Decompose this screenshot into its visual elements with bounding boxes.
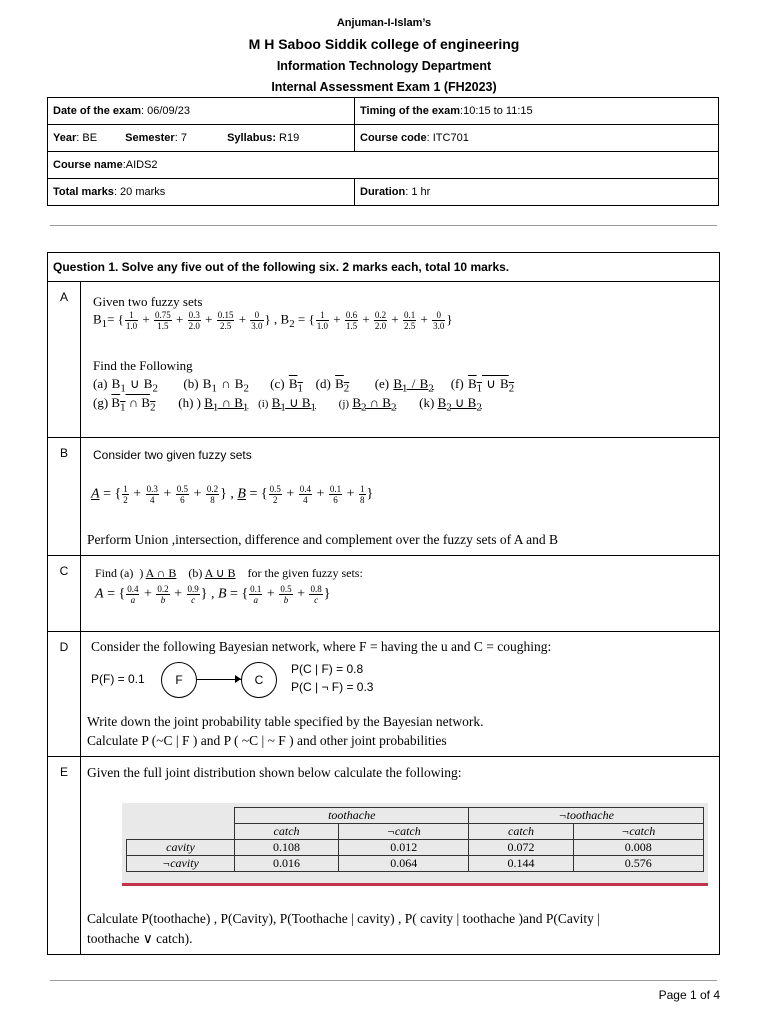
jd-col-header: catch xyxy=(469,824,573,840)
org-name: Anjuman-I-Islam’s xyxy=(336,17,432,29)
exam-date-cell: Date of the exam: 06/09/23 xyxy=(48,98,355,125)
label-c: C xyxy=(48,556,81,632)
qa-find: Find the Following xyxy=(93,358,193,373)
bayes-node-f: F xyxy=(161,662,197,698)
duration-cell: Duration: 1 hr xyxy=(355,179,719,206)
qb-intro: Consider two given fuzzy sets xyxy=(93,448,252,462)
question-table xyxy=(47,252,720,955)
department-name: Information Technology Department xyxy=(276,59,492,73)
jd-cell: 0.012 xyxy=(339,840,469,856)
exam-info-table xyxy=(47,97,719,206)
jd-col-header: catch xyxy=(235,824,339,840)
jd-cell: 0.008 xyxy=(573,840,703,856)
divider-bottom xyxy=(50,980,717,981)
bayes-node-c: C xyxy=(241,662,277,698)
qa-fuzzy-sets: $B_1=$ { $\frac{1}{1.0}$ + $\frac{0.75}{1.5}$ + $\frac{0.3}{2.0}$ + $\frac{0.15}{2.5}$ + $\frac{0}{3.0}$ } , $B_2$ = { $\frac{1}{1.0}$ + $\frac{0.6}{1.5}$ + $\frac{0.2}{2.0}$ + $\frac{0.1}{2.5}$ + $\frac{0}{3.0}$ } xyxy=(93,310,453,331)
question-title: Question 1. Solve any five out of the following six. 2 marks each, total 10 marks. xyxy=(48,253,720,282)
qa-ops-line1: (a) $B_1$ ∪ $B_2$ (b) $B_1$ ∩ $B_2$ (c) $B_1$ (d) $B_2$ (e) $B_1 / B_2$ (f) $B_1$ ∪ $B_2$ xyxy=(93,376,515,395)
jd-cell: 0.108 xyxy=(235,840,339,856)
qe-task2: toothache ∨ catch). xyxy=(87,931,193,946)
question-b xyxy=(81,438,720,556)
jd-row-header: cavity xyxy=(127,840,235,856)
qa-ops-line2: (g) $B_1$ ∩ $B_2$ (h) ) $B_1$ ∩ $B_1$ (i) $B_1$ ∪ $B_1$ (j) $B_2$ ∩ $B_2$ (k) $B_2$ ∪ $B_2$ xyxy=(93,395,482,414)
year-semester-cell: Year: BE Semester: 7 Syllabus: R19 xyxy=(48,125,355,152)
qd-cond1: P(C | F) = 0.8 xyxy=(291,662,364,676)
question-e xyxy=(81,757,720,955)
jd-group-not-toothache: ¬toothache xyxy=(469,808,704,824)
label-e: E xyxy=(48,757,81,955)
qb-fuzzy-sets: A = { $\frac{1}{2}$ + $\frac{0.3}{4}$ + $\frac{0.5}{6}$ + $\frac{0.2}{8}$ } , B = { $\frac{0.5}{2}$ + $\frac{0.4}{4}$ + $\frac{0.1}{6}$ + $\frac{1}{8}$ } xyxy=(91,484,374,505)
label-b: B xyxy=(48,438,81,556)
qa-intro: Given two fuzzy sets xyxy=(93,294,203,309)
jd-group-toothache: toothache xyxy=(235,808,469,824)
course-code-cell: Course code: ITC701 xyxy=(355,125,719,152)
jd-cell: 0.064 xyxy=(339,856,469,872)
jd-col-header: ¬catch xyxy=(339,824,469,840)
qd-task1: Write down the joint probability table specified by the Bayesian network. xyxy=(87,714,484,729)
qc-find: Find (a) ) A ∩ B (b) A ∪ B for the given fuzzy sets: xyxy=(95,566,363,580)
qd-prior: P(F) = 0.1 xyxy=(91,672,145,686)
joint-distribution-table xyxy=(126,807,704,872)
jd-cell: 0.016 xyxy=(235,856,339,872)
total-marks-cell: Total marks: 20 marks xyxy=(48,179,355,206)
exam-timing-cell: Timing of the exam:10:15 to 11:15 xyxy=(355,98,719,125)
course-name-cell: Course name:AIDS2 xyxy=(48,152,719,179)
label-d: D xyxy=(48,632,81,757)
qb-task: Perform Union ,intersection, difference and complement over the fuzzy sets of A and B xyxy=(87,532,558,547)
joint-distribution-image xyxy=(122,803,708,886)
qd-cond2: P(C | ¬ F) = 0.3 xyxy=(291,680,374,694)
jd-cell: 0.144 xyxy=(469,856,573,872)
jd-row-header: ¬cavity xyxy=(127,856,235,872)
college-name: M H Saboo Siddik college of engineering xyxy=(248,36,520,52)
jd-cell: 0.576 xyxy=(573,856,703,872)
question-c xyxy=(81,556,720,632)
qc-fuzzy-sets: A = { $\frac{0.4}{a}$ + $\frac{0.2}{b}$ + $\frac{0.9}{c}$ } , B = { $\frac{0.1}{a}$ + $\frac{0.5}{b}$ + $\frac{0.8}{c}$ } xyxy=(95,584,331,605)
qd-intro: Consider the following Bayesian network, where F = having the u and C = coughing: xyxy=(91,639,552,654)
question-a xyxy=(81,282,720,438)
jd-col-header: ¬catch xyxy=(573,824,703,840)
label-a: A xyxy=(48,282,81,438)
question-d xyxy=(81,632,720,757)
exam-title: Internal Assessment Exam 1 (FH2023) xyxy=(271,80,497,94)
divider-top xyxy=(50,225,717,226)
qe-task1: Calculate P(toothache) , P(Cavity), P(Toothache | cavity) , P( cavity | toothache )and P(Cavity | xyxy=(87,911,600,926)
qd-task2: Calculate P (~C | F ) and P ( ~C | ~ F ) and other joint probabilities xyxy=(87,733,447,748)
jd-cell: 0.072 xyxy=(469,840,573,856)
qe-intro: Given the full joint distribution shown below calculate the following: xyxy=(87,765,462,780)
page-number: Page 1 of 4 xyxy=(658,988,720,1002)
